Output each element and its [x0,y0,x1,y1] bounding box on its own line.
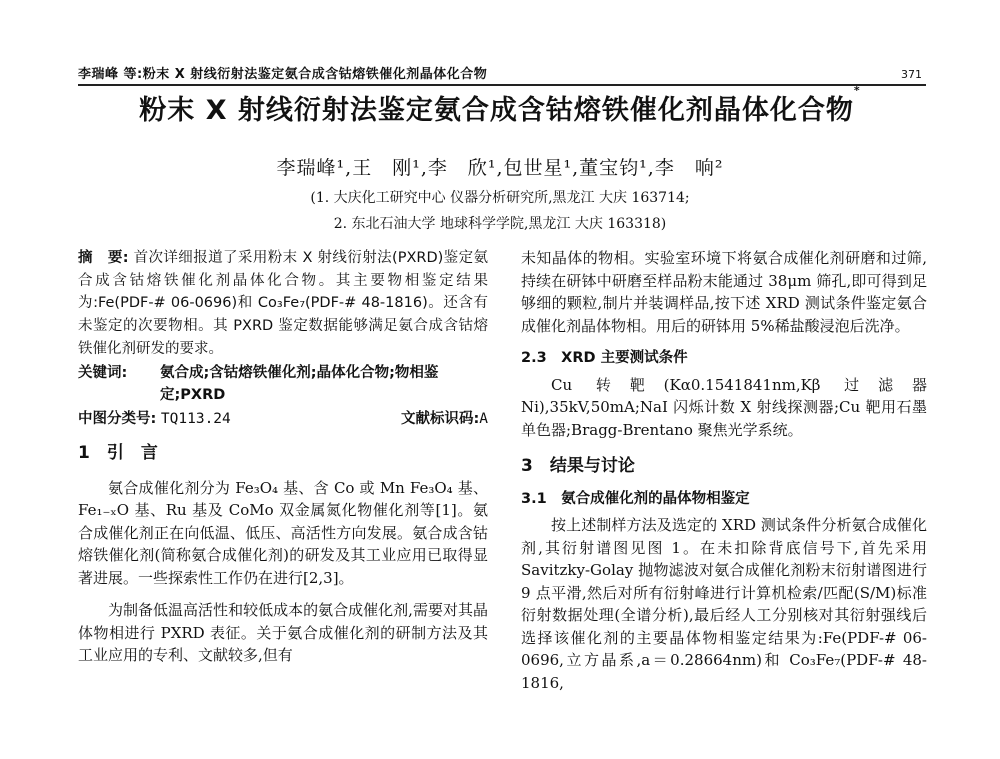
section-3-heading: 3 结果与讨论 [521,456,635,476]
affiliation-1: (1. 大庆化工研究中心 仪器分析研究所,黑龙江 大庆 163714; [310,190,690,206]
classification-line [78,408,488,431]
paper-title [60,84,940,127]
affiliation-2: 2. 东北石油大学 地球科学学院,黑龙江 大庆 163318) [333,216,667,232]
abstract [78,247,488,361]
doc-code-label: 文献标识码: [400,410,480,427]
subsection-3-1-heading: 3.1 氨合成催化剂的晶体物相鉴定 [521,490,750,507]
paper-title-text: 粉末 X 射线衍射法鉴定氨合成含钴熔铁催化剂晶体化合物 [139,95,854,126]
clc-value: TQ113.24 [160,410,231,427]
doc-code-value: A [479,410,488,427]
right-column [521,247,927,694]
xrd-conditions-paragraph: Cu 转靶(Kα0.1541841nm,Kβ 过滤器 Ni),35kV,50mA;NaI 闪烁计数 X 射线探测器;Cu 靶用石墨单色器;Bragg-Brentano 聚焦光学系统。 [521,375,927,439]
running-header-title: 李瑞峰 等:粉末 X 射线衍射法鉴定氨合成含钴熔铁催化剂晶体化合物 [78,67,488,82]
method-paragraph-continued: 未知晶体的物相。实验室环境下将氨合成催化剂研磨和过筛,持续在研钵中研磨至样品粉末能通过 38μm 筛孔,即可得到足够细的颗粒,制片并装调样品,按下述 XRD 测试条件鉴定氨合成催化剂晶体物相。用后的研钵用 5%稀盐酸浸泡后洗净。 [521,249,927,335]
title-footnote-mark: * [853,84,861,97]
abstract-text: 首次详细报道了采用粉末 X 射线衍射法(PXRD)鉴定氨合成含钴熔铁催化剂晶体化合物。其主要物相鉴定结果为:Fe(PDF-# 06-0696)和 Co₃Fe₇(PDF-# 48-1816)。还含有未鉴定的次要物相。其 PXRD 鉴定数据能够满足氨合成含钴熔铁催化剂研发的要求。 [78,250,489,357]
section-1-heading: 1 引 言 [78,443,158,464]
keywords [78,362,488,406]
intro-paragraph-1: 氨合成催化剂分为 Fe₃O₄ 基、含 Co 或 Mn Fe₃O₄ 基、Fe₁₋ₓO 基、Ru 基及 CoMo 双金属氮化物催化剂等[1]。氨合成催化剂正在向低温、低压、高活性方向发展。氨合成含钴熔铁催化剂(简称氨合成催化剂)的研发及其工业应用已取得显著进展。一些探索性工作仍在进行[2,3]。 [78,478,488,587]
left-column [78,247,488,667]
author-list: 李瑞峰¹,王 刚¹,李 欣¹,包世星¹,董宝钧¹,李 响² [276,157,724,179]
subsection-2-3-heading: 2.3 XRD 主要测试条件 [521,350,688,366]
clc-label: 中图分类号: [78,410,157,427]
page-number: 371 [901,68,922,81]
keywords-text: 氨合成;含钴熔铁催化剂;晶体化合物;物相鉴定;PXRD [160,364,439,403]
running-header [78,62,926,86]
abstract-label: 摘 要: [78,250,129,266]
results-paragraph: 按上述制样方法及选定的 XRD 测试条件分析氨合成催化剂,其衍射谱图见图 1。在未扣除背底信号下,首先采用 Savitzky-Golay 抛物滤波对氨合成催化剂粉末衍射谱图进行 9 点平滑,然后对所有衍射峰进行计算机检索/匹配(S/M)标准衍射数据处理(全谱分析),最后经人工分别核对其衍射强线后选择该催化剂的主要晶体物相鉴定结果为:Fe(PDF-# 06-0696,立方晶系,a＝0.28664nm)和 Co₃Fe₇(PDF-# 48-1816, [521,516,927,692]
intro-paragraph-2: 为制备低温高活性和较低成本的氨合成催化剂,需要对其晶体物相进行 PXRD 表征。关于氨合成催化剂的研制方法及其工业应用的专利、文献较多,但有 [78,601,488,665]
keywords-label: 关键词: [78,364,128,381]
